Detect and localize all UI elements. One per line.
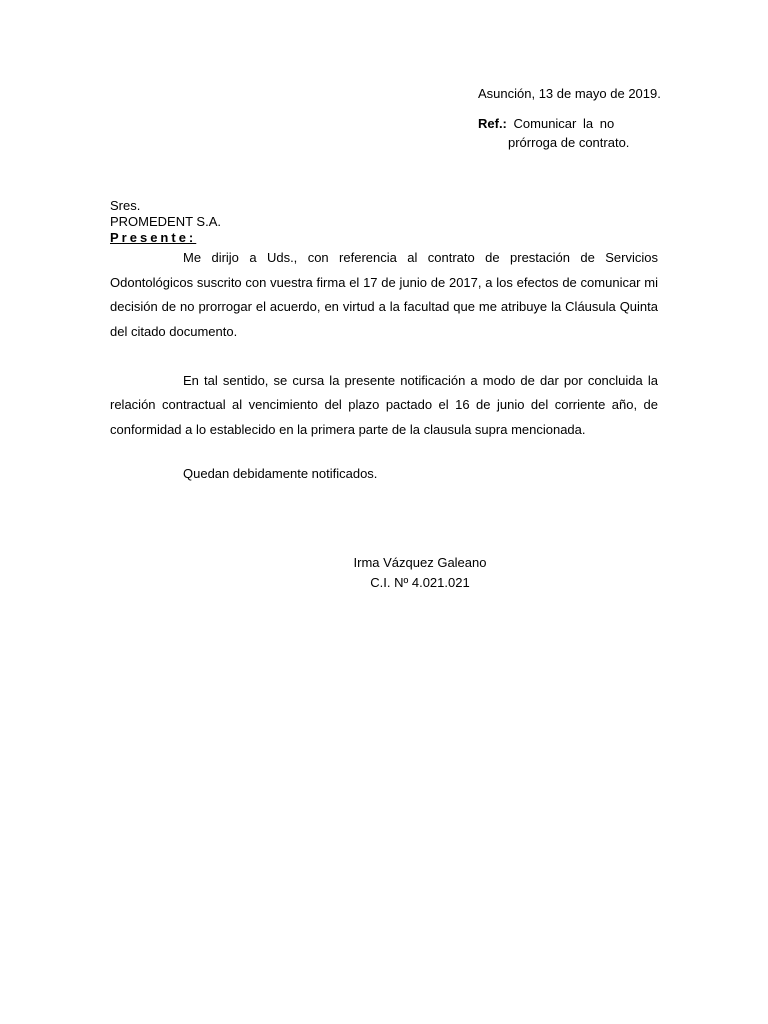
presente-heading: Presente: xyxy=(110,230,197,245)
addressee-block xyxy=(110,198,221,246)
addressee-salutation: Sres. xyxy=(110,198,141,213)
letter-body xyxy=(110,246,658,467)
signer-id: C.I. Nº 4.021.021 xyxy=(370,575,470,590)
addressee-company: PROMEDENT S.A. xyxy=(110,214,222,229)
reference-text-1: Comunicar la no xyxy=(513,116,615,131)
closing-line: Quedan debidamente notificados. xyxy=(183,466,378,481)
body-paragraph-1: Me dirijo a Uds., con referencia al contrato de prestación de Servicios Odontológicos suscrito con vuestra firma el 17 de junio de 2017, a los efectos de comunicar mi decisión de no prorrogar el acuerdo, en virtud a la facultad que me atribuye la Cláusula Quinta del citado documento. xyxy=(110,250,658,339)
signer-name: Irma Vázquez Galeano xyxy=(353,555,487,570)
reference-text-2: prórroga de contrato. xyxy=(508,135,630,150)
reference-line-1 xyxy=(478,116,648,131)
letter-date: Asunción, 13 de mayo de 2019. xyxy=(478,86,661,101)
body-paragraph-2: En tal sentido, se cursa la presente notificación a modo de dar por concluida la relación contractual al vencimiento del plazo pactado el 16 de junio del corriente año, de conformidad a lo establecido en la primera parte de la clausula supra mencionada. xyxy=(110,372,658,437)
signature-block xyxy=(320,553,520,593)
reference-block xyxy=(478,116,648,150)
reference-label: Ref.: xyxy=(478,116,507,131)
